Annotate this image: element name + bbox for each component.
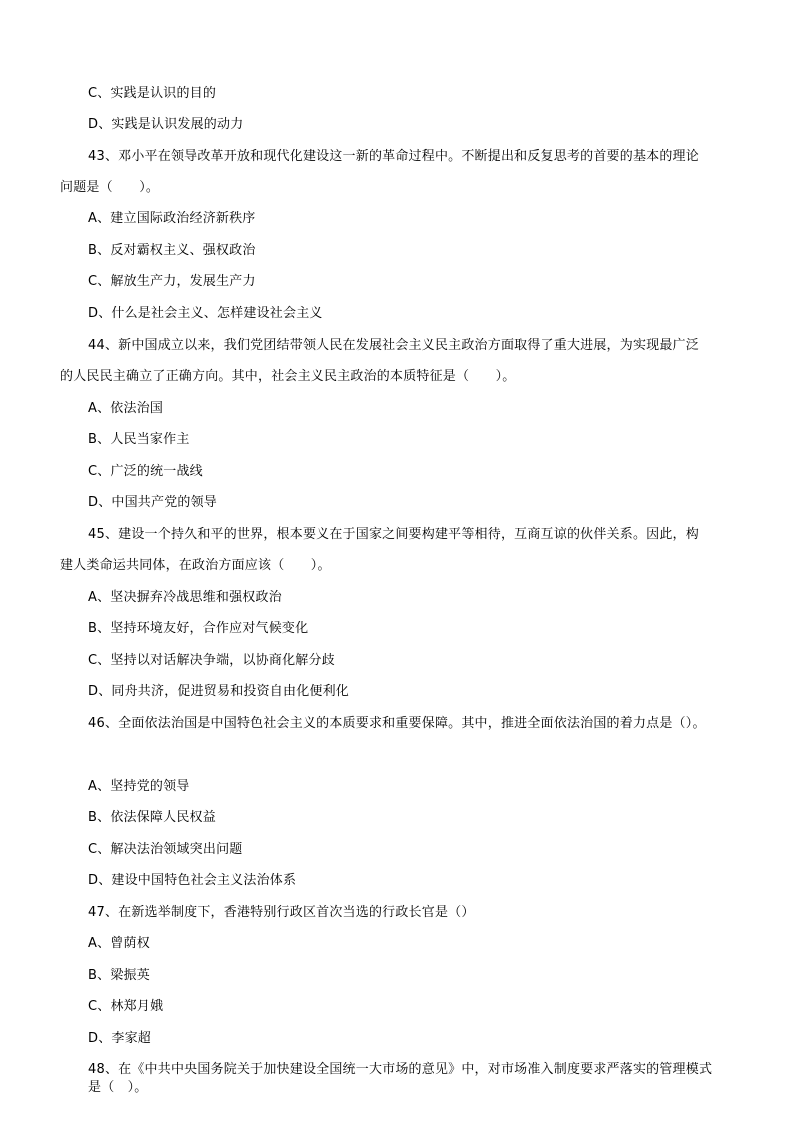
- option-c: C、广泛的统一战线: [88, 464, 203, 479]
- option-c: C、解放生产力，发展生产力: [88, 274, 256, 289]
- option-c: C、林郑月娥: [88, 999, 164, 1014]
- option-c: C、解决法治领域突出问题: [88, 842, 243, 857]
- question-stem-continued: 建人类命运共同体，在政治方面应该（ ）。: [60, 558, 331, 573]
- question-stem: 45、建设一个持久和平的世界，根本要义在于国家之间要构建平等相待，互商互谅的伙伴关系。因此，构: [88, 527, 699, 542]
- option-d: D、建设中国特色社会主义法治体系: [88, 873, 297, 888]
- option-c-prev: C、实践是认识的目的: [88, 86, 217, 101]
- option-b: B、坚持环境友好，合作应对气候变化: [88, 621, 309, 636]
- option-d: D、同舟共济，促进贸易和投资自由化便利化: [88, 684, 350, 699]
- option-a: A、曾荫权: [88, 936, 150, 951]
- question-stem: 48、在《中共中央国务院关于加快建设全国统一大市场的意见》中，对市场准入制度要求严落实的管理模式: [88, 1062, 713, 1077]
- question-stem: 47、在新选举制度下，香港特别行政区首次当选的行政长官是（）: [88, 905, 475, 920]
- question-stem: 43、邓小平在领导改革开放和现代化建设这一新的革命过程中。不断提出和反复思考的首要的基本的理论: [88, 149, 699, 164]
- option-b: B、梁振英: [88, 968, 150, 983]
- option-d-prev: D、实践是认识发展的动力: [88, 117, 244, 132]
- option-a: A、坚持党的领导: [88, 779, 190, 794]
- option-b: B、依法保障人民权益: [88, 810, 216, 825]
- option-b: B、人民当家作主: [88, 432, 190, 447]
- option-c: C、坚持以对话解决争端，以协商化解分歧: [88, 653, 335, 668]
- question-stem: 44、新中国成立以来，我们党团结带领人民在发展社会主义民主政治方面取得了重大进展，为实现最广泛: [88, 338, 699, 353]
- option-b: B、反对霸权主义、强权政治: [88, 243, 256, 258]
- question-stem-continued: 是（ ）。: [88, 1080, 148, 1095]
- option-a: A、依法治国: [88, 401, 164, 416]
- question-stem-continued: 问题是（ ）。: [60, 180, 160, 195]
- option-d: D、什么是社会主义、怎样建设社会主义: [88, 306, 323, 321]
- option-d: D、李家超: [88, 1031, 152, 1046]
- option-a: A、坚决摒弃冷战思维和强权政治: [88, 590, 282, 605]
- option-d: D、中国共产党的领导: [88, 495, 218, 510]
- option-a: A、建立国际政治经济新秩序: [88, 211, 256, 226]
- question-stem-continued: 的人民民主确立了正确方向。其中，社会主义民主政治的本质特征是（ ）。: [60, 369, 516, 384]
- question-stem: 46、全面依法治国是中国特色社会主义的本质要求和重要保障。其中，推进全面依法治国的着力点是（）。: [88, 716, 706, 731]
